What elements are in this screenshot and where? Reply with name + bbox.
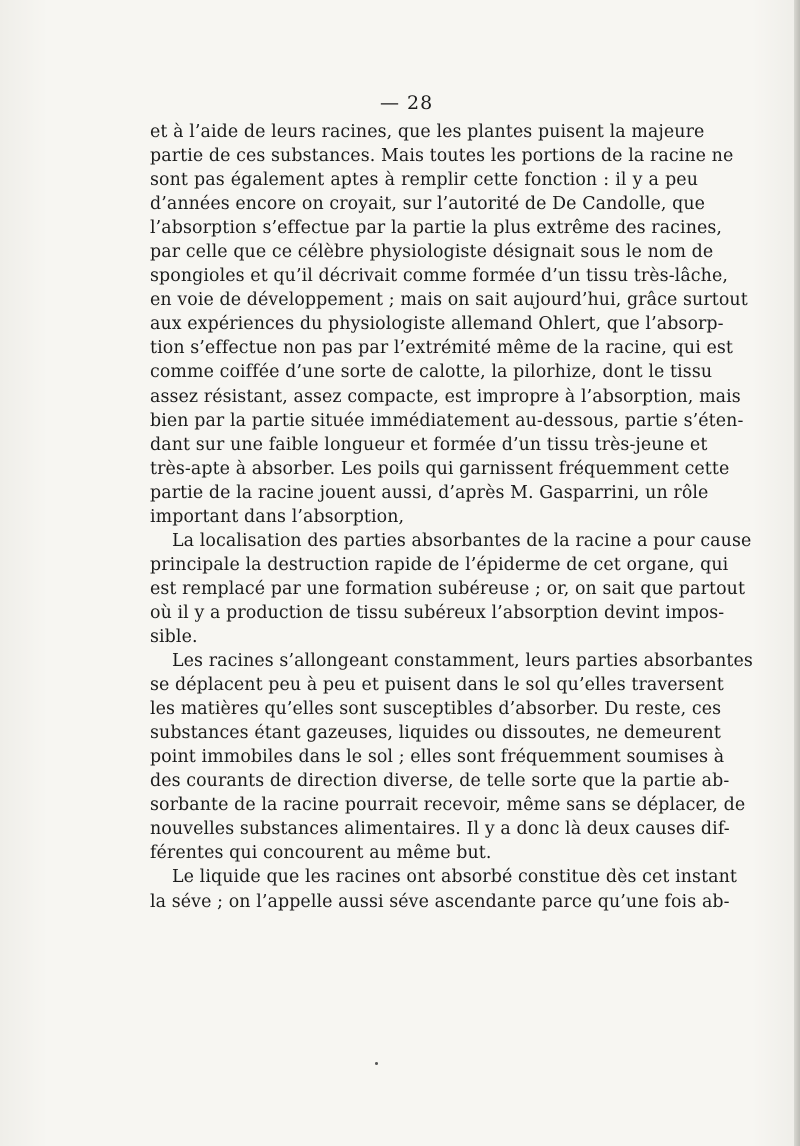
text-line: et à l’aide de leurs racines, que les plantes puisent la majeure (150, 122, 705, 142)
text-line: l’absorption s’effectue par la partie la plus extrême des racines, (150, 218, 723, 239)
text-line: en voie de développement ; mais on sait aujourd’hui, grâce surtout (150, 290, 748, 311)
text-line: aux expériences du physiologiste allemand Ohlert, que l’absorp- (150, 314, 724, 335)
text-line: très-apte à absorber. Les poils qui garnissent fréquemment cette (150, 458, 730, 479)
text-line: principale la destruction rapide de l’épiderme de cet organe, qui (150, 554, 729, 575)
text-line: est remplacé par une formation subéreuse ; or, on sait que partout (150, 578, 746, 599)
text-line: férentes qui concourent au même but. (150, 843, 492, 864)
text-line: sorbante de la racine pourrait recevoir, même sans se déplacer, de (150, 795, 746, 816)
text-line: important dans l’absorption, (150, 506, 405, 527)
text-line: tion s’effectue non pas par l’extrémité même de la racine, qui est (150, 338, 734, 359)
text-line: sont pas également aptes à remplir cette fonction : il y a peu (150, 170, 698, 191)
text-line: partie de la racine jouent aussi, d’après M. Gasparrini, un rôle (150, 482, 709, 503)
text-line: Le liquide que les racines ont absorbé constitue dès cet instant (172, 867, 738, 888)
text-line: spongioles et qu’il décrivait comme formée d’un tissu très-lâche, (150, 266, 728, 287)
page-edge (794, 0, 800, 1146)
text-line: nouvelles substances alimentaires. Il y a donc là deux causes dif- (150, 819, 730, 840)
text-line: sible. (150, 626, 198, 647)
text-line: point immobiles dans le sol ; elles sont fréquemment soumises à (150, 747, 725, 768)
text-line: dant sur une faible longueur et formée d’un tissu très-jeune et (150, 434, 708, 455)
text-line: se déplacent peu à peu et puisent dans le sol qu’elles traversent (150, 675, 724, 696)
text-line: par celle que ce célèbre physiologiste désignait sous le nom de (150, 242, 714, 263)
text-line: La localisation des parties absorbantes de la racine a pour cause (172, 530, 752, 551)
body-text (150, 120, 753, 914)
text-line: comme coiffée d’une sorte de calotte, la pilorhize, dont le tissu (150, 362, 713, 383)
text-line: partie de ces substances. Mais toutes les portions de la racine ne (150, 146, 734, 167)
text-line: assez résistant, assez compacte, est impropre à l’absorption, mais (150, 386, 741, 407)
text-line: substances étant gazeuses, liquides ou dissoutes, ne demeurent (150, 723, 721, 744)
text-line: la séve ; on l’appelle aussi séve ascendante parce qu’une fois ab- (150, 891, 730, 912)
text-line: bien par la partie située immédiatement au-dessous, partie s’éten- (150, 410, 744, 431)
text-line: les matières qu’elles sont susceptibles d’absorber. Du reste, ces (150, 699, 722, 720)
text-line: où il y a production de tissu subéreux l’absorption devint impos- (150, 602, 725, 623)
page-number: — 28 (380, 92, 434, 114)
text-line: Les racines s’allongeant constamment, leurs parties absorbantes (172, 651, 753, 672)
text-line: d’années encore on croyait, sur l’autorité de De Candolle, que (150, 194, 706, 215)
text-line: des courants de direction diverse, de telle sorte que la partie ab- (150, 771, 730, 792)
ink-speck (375, 1062, 378, 1065)
